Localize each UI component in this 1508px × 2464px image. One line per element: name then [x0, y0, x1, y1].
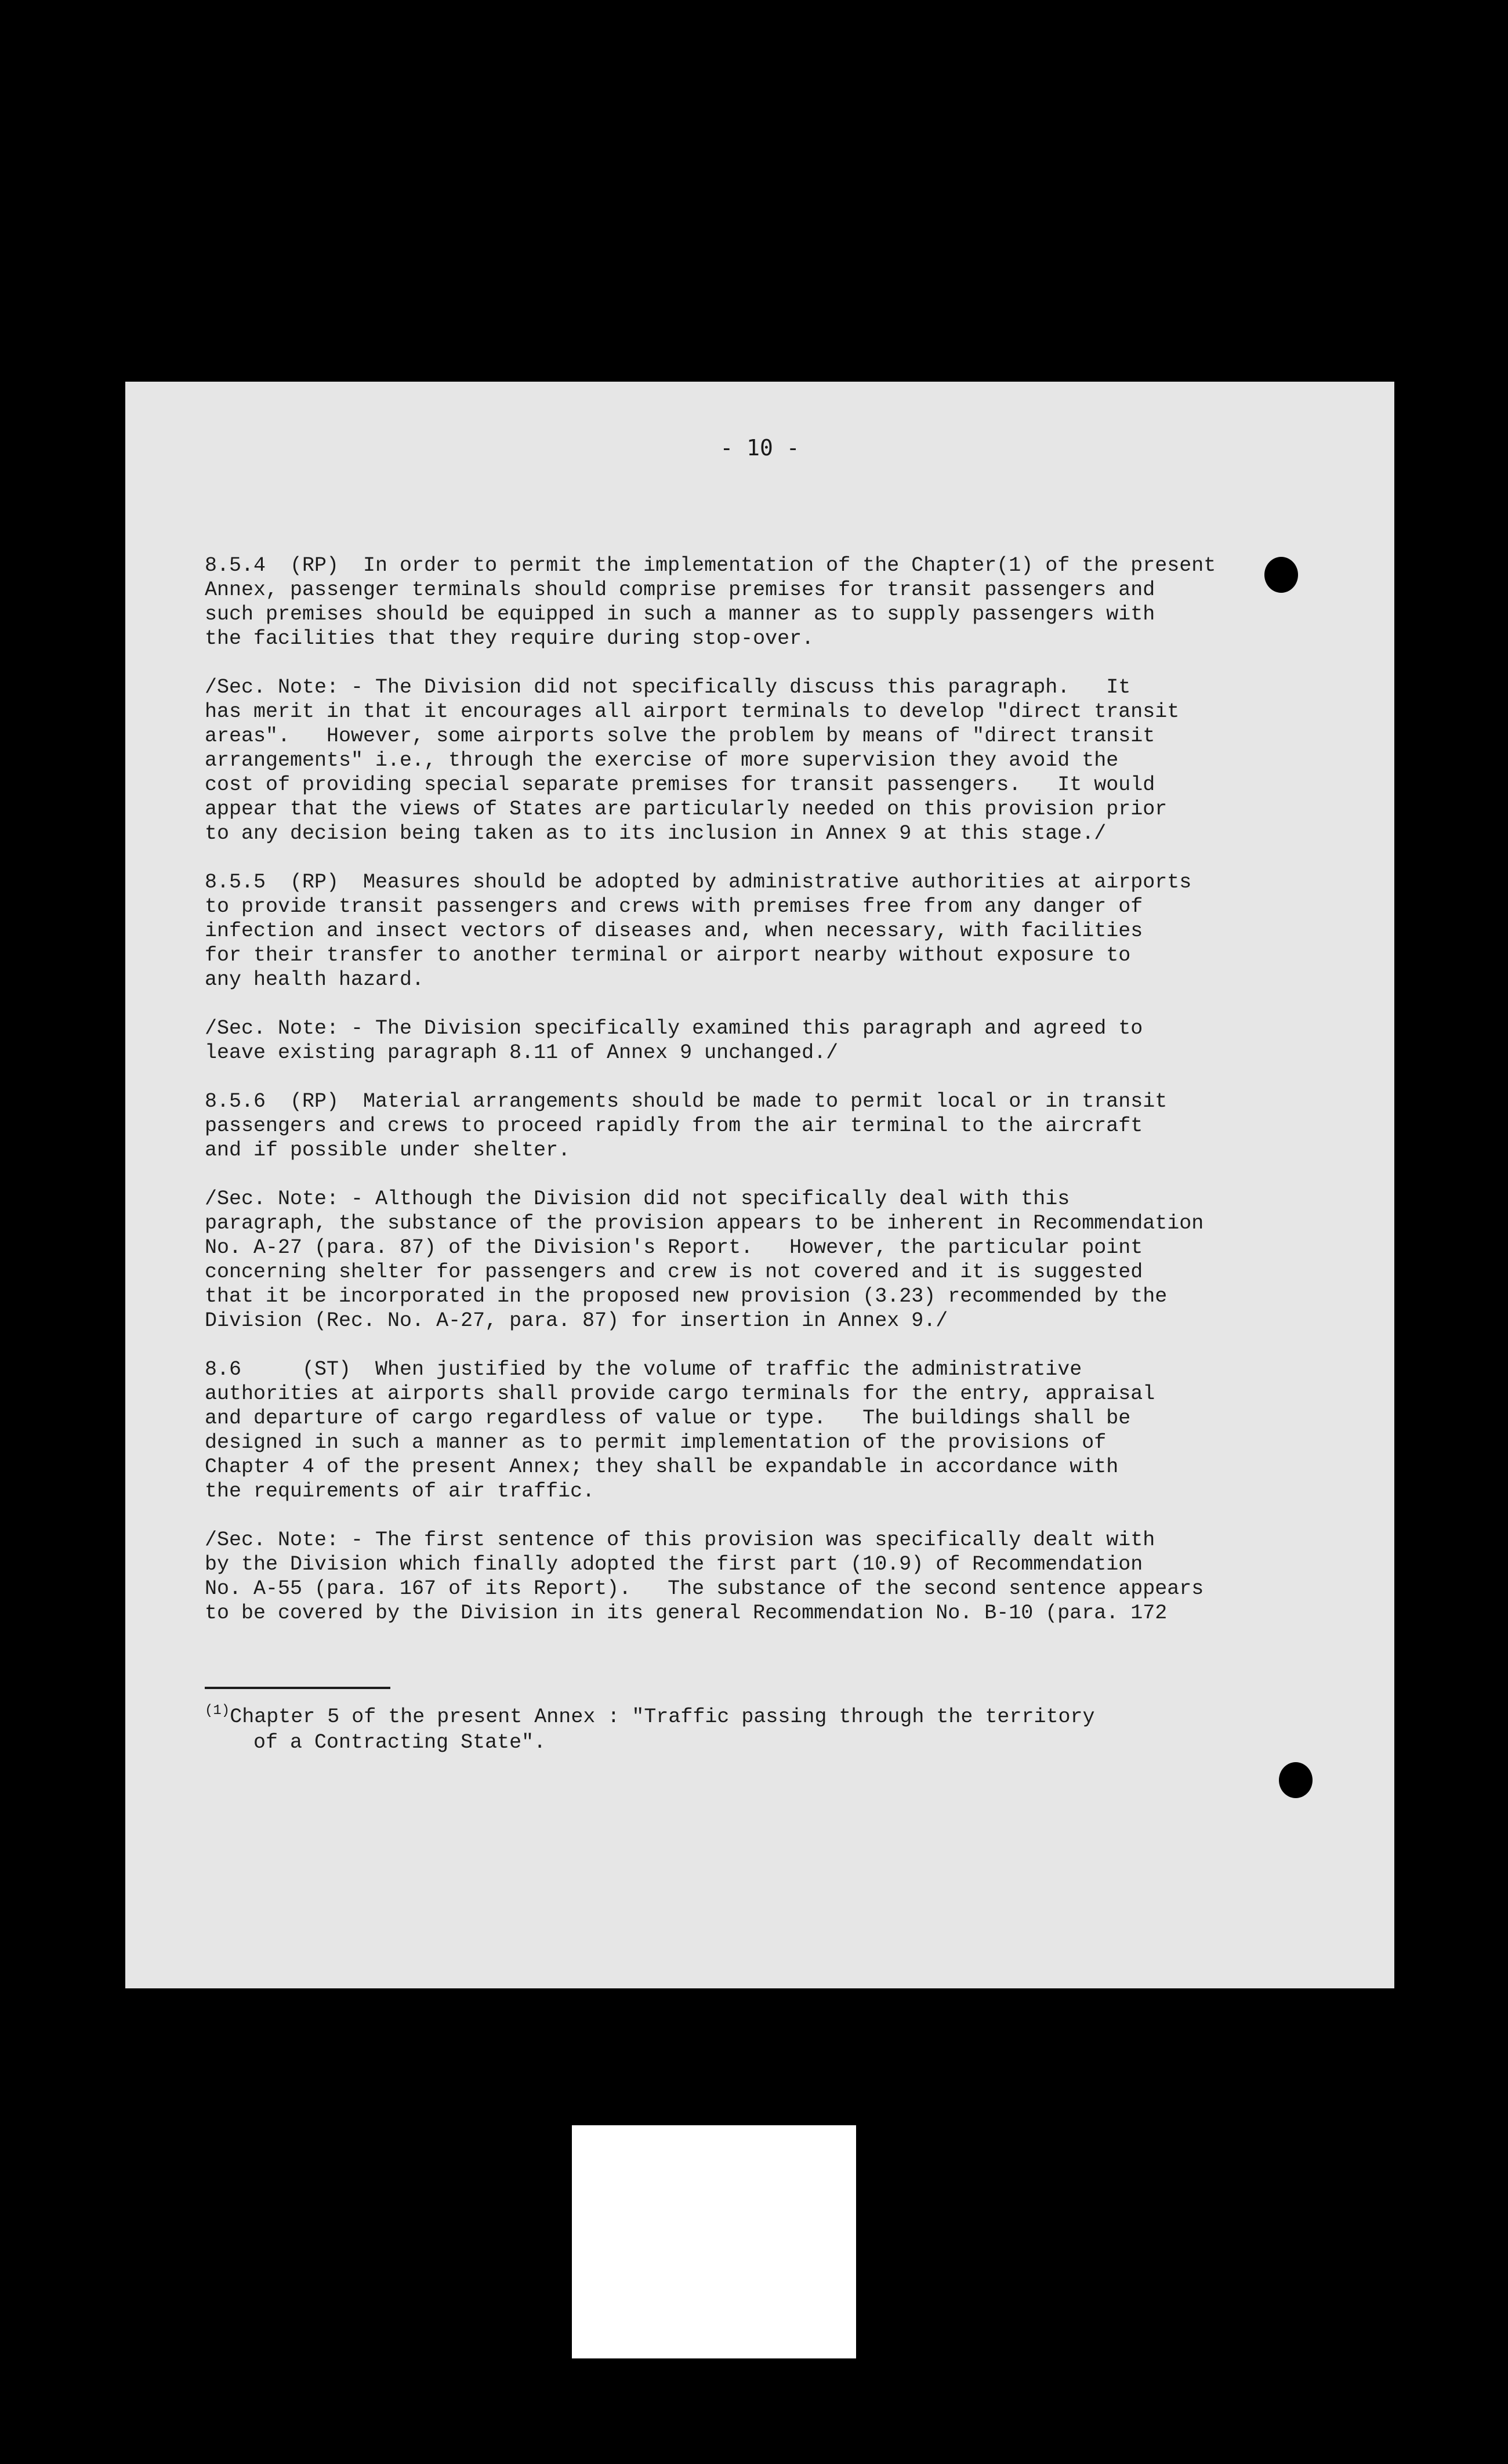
text-line: authorities at airports shall provide cargo terminals for the entry, appraisal [205, 1382, 1155, 1405]
text-line: No. A-55 (para. 167 of its Report). The substance of the second sentence appears [205, 1577, 1204, 1600]
text-line: to provide transit passengers and crews with premises free from any danger of [205, 895, 1143, 918]
paragraph [205, 870, 1342, 992]
text-line: Division (Rec. No. A-27, para. 87) for insertion in Annex 9./ [205, 1309, 948, 1332]
text-line: that it be incorporated in the proposed new provision (3.23) recommended by the [205, 1285, 1168, 1308]
text-line: and departure of cargo regardless of value or type. The buildings shall be [205, 1407, 1131, 1430]
blank-label-area [572, 2125, 856, 2358]
text-line: concerning shelter for passengers and crew is not covered and it is suggested [205, 1260, 1143, 1284]
text-line: Chapter 4 of the present Annex; they shall be expandable in accordance with [205, 1455, 1119, 1479]
text-line: 8.6 (ST) When justified by the volume of traffic the administrative [205, 1358, 1082, 1381]
text-line: the requirements of air traffic. [205, 1480, 595, 1503]
text-line: 8.5.6 (RP) Material arrangements should be made to permit local or in transit [205, 1090, 1168, 1113]
text-line: such premises should be equipped in such a manner as to supply passengers with [205, 603, 1155, 626]
text-line: arrangements" i.e., through the exercise of more supervision they avoid the [205, 749, 1119, 772]
text-line: and if possible under shelter. [205, 1139, 571, 1162]
text-line: designed in such a manner as to permit implementation of the provisions of [205, 1431, 1107, 1454]
document-page [125, 382, 1394, 1988]
text-line: for their transfer to another terminal or airport nearby without exposure to [205, 944, 1131, 967]
document-body [205, 553, 1342, 1650]
text-line: cost of providing special separate premises for transit passengers. It would [205, 773, 1155, 796]
text-line: /Sec. Note: - The Division did not specifically discuss this paragraph. It [205, 676, 1131, 699]
punch-hole-bottom [1279, 1762, 1313, 1798]
paragraph [205, 1187, 1342, 1333]
paragraph [205, 1357, 1342, 1503]
text-line: No. A-27 (para. 87) of the Division's Report. However, the particular point [205, 1236, 1143, 1259]
text-line: areas". However, some airports solve the problem by means of "direct transit [205, 724, 1155, 748]
paragraph [205, 553, 1342, 651]
paragraph [205, 1016, 1342, 1065]
footnote-marker: (1) [205, 1703, 230, 1719]
paragraph [205, 675, 1342, 846]
punch-hole-top [1264, 557, 1298, 593]
text-line: Annex, passenger terminals should comprise premises for transit passengers and [205, 578, 1155, 601]
text-line: passengers and crews to proceed rapidly from the air terminal to the aircraft [205, 1114, 1143, 1137]
text-line: to be covered by the Division in its general Recommendation No. B-10 (para. 172 [205, 1601, 1168, 1625]
text-line: leave existing paragraph 8.11 of Annex 9 unchanged./ [205, 1041, 839, 1064]
paragraph [205, 1089, 1342, 1162]
footnote-divider [205, 1687, 390, 1689]
text-line: the facilities that they require during stop-over. [205, 627, 814, 650]
text-line: 8.5.5 (RP) Measures should be adopted by administrative authorities at airports [205, 871, 1192, 894]
footnote-line-1: Chapter 5 of the present Annex : "Traffic passing through the territory [230, 1705, 1095, 1729]
footnote-line-2: of a Contracting State". [253, 1731, 546, 1754]
text-line: any health hazard. [205, 968, 425, 991]
footnote [205, 1704, 1342, 1755]
paragraph [205, 1528, 1342, 1625]
page-number: - 10 - [720, 435, 800, 461]
text-line: to any decision being taken as to its inclusion in Annex 9 at this stage./ [205, 822, 1107, 845]
text-line: /Sec. Note: - Although the Division did not specifically deal with this [205, 1187, 1070, 1211]
text-line: /Sec. Note: - The Division specifically examined this paragraph and agreed to [205, 1017, 1143, 1040]
text-line: infection and insect vectors of diseases and, when necessary, with facilities [205, 919, 1143, 943]
text-line: has merit in that it encourages all airport terminals to develop "direct transit [205, 700, 1180, 723]
text-line: 8.5.4 (RP) In order to permit the implementation of the Chapter(1) of the present [205, 554, 1216, 577]
text-line: by the Division which finally adopted the first part (10.9) of Recommendation [205, 1553, 1143, 1576]
text-line: appear that the views of States are particularly needed on this provision prior [205, 798, 1168, 821]
text-line: paragraph, the substance of the provision appears to be inherent in Recommendation [205, 1212, 1204, 1235]
text-line: /Sec. Note: - The first sentence of this provision was specifically dealt with [205, 1528, 1155, 1552]
